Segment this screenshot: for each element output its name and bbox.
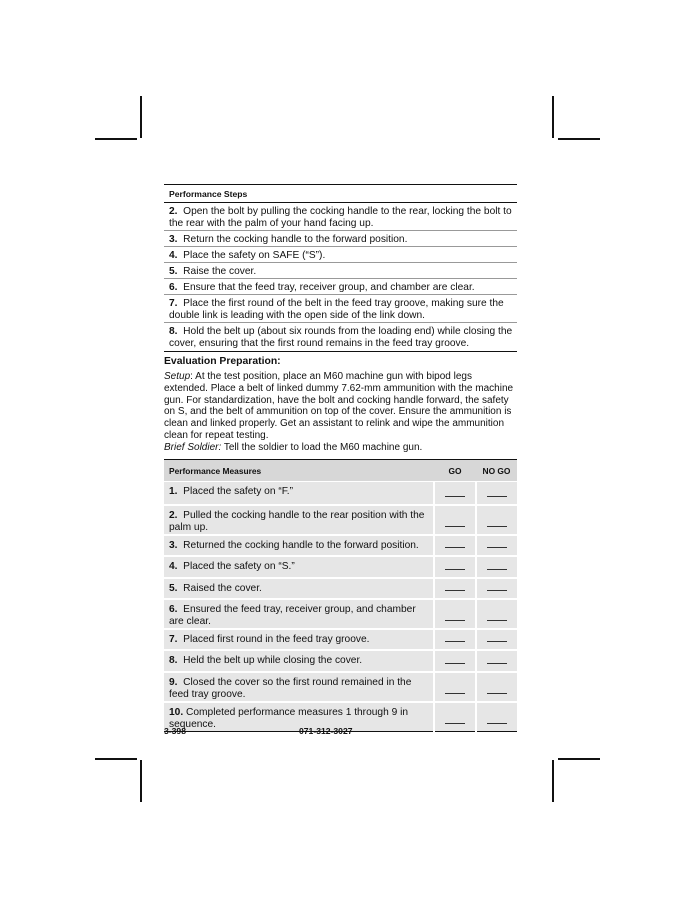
- crop-mark: [552, 96, 554, 138]
- measure-cell: 2. Pulled the cocking handle to the rear position with the palm up.: [164, 505, 434, 535]
- measure-cell: 4. Placed the safety on “S.”: [164, 556, 434, 578]
- performance-measures-table: [164, 459, 517, 733]
- nogo-blank: [476, 702, 517, 732]
- measure-cell: 9. Closed the cover so the first round remained in the feed tray groove.: [164, 672, 434, 702]
- nogo-blank: [476, 578, 517, 599]
- measure-cell: 8. Held the belt up while closing the cover.: [164, 650, 434, 672]
- crop-mark: [95, 138, 137, 140]
- nogo-blank: [476, 650, 517, 672]
- table-row: [164, 505, 517, 535]
- measure-cell: 7. Placed first round in the feed tray groove.: [164, 629, 434, 650]
- table-row: [164, 578, 517, 599]
- measure-cell: 1. Placed the safety on “F.”: [164, 481, 434, 505]
- measure-cell: 10. Completed performance measures 1 through 9 in sequence.: [164, 702, 434, 732]
- crop-mark: [95, 758, 137, 760]
- document-number: 071-312-3027: [299, 726, 353, 736]
- table-row: [164, 535, 517, 556]
- page-content: [164, 184, 517, 732]
- crop-mark: [558, 138, 600, 140]
- go-blank: [434, 505, 476, 535]
- table-row: [164, 650, 517, 672]
- step-item: 6. Ensure that the feed tray, receiver group, and chamber are clear.: [164, 279, 517, 295]
- step-item: 2. Open the bolt by pulling the cocking handle to the rear, locking the bolt to the rear with the palm of your hand facing up.: [164, 203, 517, 231]
- go-blank: [434, 556, 476, 578]
- table-row: [164, 629, 517, 650]
- table-row: [164, 556, 517, 578]
- performance-steps-list: [164, 203, 517, 352]
- nogo-blank: [476, 481, 517, 505]
- brief-soldier-paragraph: Brief Soldier: Tell the soldier to load the M60 machine gun.: [164, 441, 423, 453]
- go-header: GO: [434, 459, 476, 481]
- evaluation-title: Evaluation Preparation:: [164, 356, 281, 367]
- step-item: 8. Hold the belt up (about six rounds from the loading end) while closing the cover, ensuring that the first round remains in the feed tray groove.: [164, 323, 517, 352]
- go-blank: [434, 599, 476, 629]
- page-footer: [164, 726, 353, 736]
- step-item: 5. Raise the cover.: [164, 263, 517, 279]
- nogo-blank: [476, 556, 517, 578]
- crop-mark: [140, 760, 142, 802]
- go-blank: [434, 578, 476, 599]
- step-item: 7. Place the first round of the belt in the feed tray groove, making sure the double link is leading with the open side of the link down.: [164, 295, 517, 323]
- go-blank: [434, 672, 476, 702]
- table-row: [164, 481, 517, 505]
- nogo-blank: [476, 599, 517, 629]
- step-item: 4. Place the safety on SAFE (“S”).: [164, 247, 517, 263]
- crop-mark: [552, 760, 554, 802]
- nogo-blank: [476, 535, 517, 556]
- go-blank: [434, 650, 476, 672]
- crop-mark: [558, 758, 600, 760]
- crop-mark: [140, 96, 142, 138]
- table-header-row: [164, 459, 517, 481]
- go-blank: [434, 629, 476, 650]
- table-row: [164, 599, 517, 629]
- measure-cell: 6. Ensured the feed tray, receiver group, and chamber are clear.: [164, 599, 434, 629]
- nogo-blank: [476, 505, 517, 535]
- performance-steps-header: Performance Steps: [164, 184, 517, 203]
- page-number: 3-398: [164, 726, 186, 736]
- measures-header: Performance Measures: [164, 459, 434, 481]
- step-item: 3. Return the cocking handle to the forward position.: [164, 231, 517, 247]
- nogo-header: NO GO: [476, 459, 517, 481]
- measure-cell: 3. Returned the cocking handle to the forward position.: [164, 535, 434, 556]
- setup-paragraph: Setup: At the test position, place an M60 machine gun with bipod legs extended. Place a belt of linked dummy 7.62-mm ammunition with the machine gun. For standardization, have the bolt and cocking handle forward, the safety on S, and the belt of ammunition on top of the cover. Ensure the ammunition is clean and linked properly. Get an assistant to relink and wipe the ammunition clean for repeat testing.: [164, 371, 514, 441]
- measure-cell: 5. Raised the cover.: [164, 578, 434, 599]
- table-row: [164, 672, 517, 702]
- nogo-blank: [476, 629, 517, 650]
- go-blank: [434, 702, 476, 732]
- go-blank: [434, 481, 476, 505]
- nogo-blank: [476, 672, 517, 702]
- go-blank: [434, 535, 476, 556]
